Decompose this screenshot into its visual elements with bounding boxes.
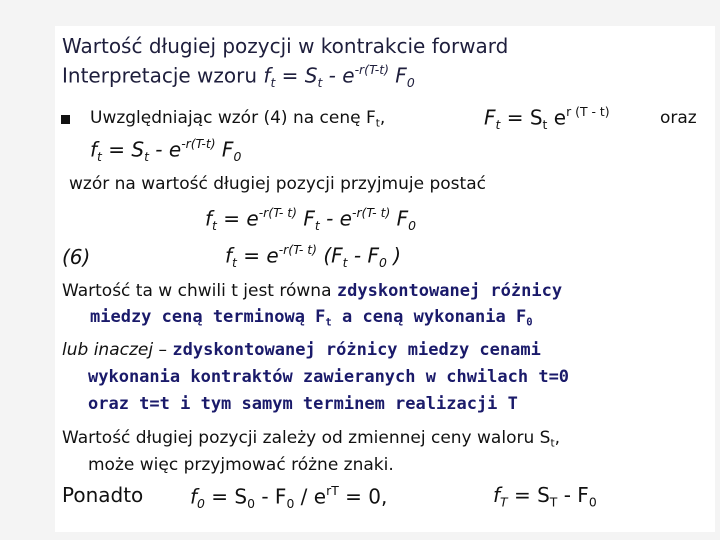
ll-eq1: = S: [204, 484, 248, 509]
title-minus: - e: [322, 63, 355, 88]
fl2-exp: -r(T-t): [181, 136, 216, 151]
para1-bold2b: a ceną wykonania F: [331, 307, 527, 327]
fa-F1: F: [297, 206, 315, 231]
para1-normal: Wartość ta w chwili t jest równa: [62, 281, 337, 301]
title-line-2: [62, 62, 415, 90]
ll-f0: f: [190, 484, 198, 509]
para2-line1: [62, 340, 541, 360]
ll-eq3: = S: [507, 483, 550, 507]
para2-line3: oraz t=t i tym samym terminem realizacji T: [88, 394, 518, 414]
fl2-F: F: [215, 137, 234, 162]
para1-line2: [90, 307, 533, 329]
fl2-F-sub: 0: [233, 149, 242, 164]
bullet1-formula-e: e: [547, 105, 567, 130]
fa-minus: - e: [319, 206, 352, 231]
fa-F1-sub: t: [314, 218, 320, 233]
fb-close: ): [386, 243, 402, 268]
bullet1-oraz: oraz: [660, 108, 697, 128]
fa-F2: F: [390, 206, 409, 231]
fb-open: (F: [317, 243, 343, 268]
bullet1-formula-exp: r (T - t): [566, 104, 610, 119]
bullet1-text: [90, 108, 385, 130]
para3-comma: ,: [554, 428, 560, 448]
formula-line-2: [90, 136, 241, 164]
para3-sub: t: [550, 437, 555, 450]
para3-line2: może więc przyjmować różne znaki.: [88, 455, 394, 475]
fa-exp1: -r(T- t): [258, 205, 297, 220]
title-text: Wartość długiej pozycji w kontrakcie forward: [62, 34, 509, 58]
fb-minus: - F: [347, 243, 379, 268]
fa-f: f: [205, 206, 213, 231]
para1-line1: [62, 281, 562, 301]
para1-bold1: zdyskontowanej różnicy: [336, 281, 563, 301]
fl2-f: f: [90, 137, 98, 162]
title-F: F: [388, 63, 407, 88]
fb-f: f: [225, 243, 233, 268]
para3-text: Wartość długiej pozycji zależy od zmiennej ceny waloru S: [62, 428, 551, 448]
ll-sT-sub: T: [549, 494, 558, 510]
bullet1-formula-eq: = S: [500, 105, 543, 130]
title-line-1: [62, 34, 508, 58]
ll-s-sub: 0: [247, 496, 255, 511]
para1-bold2-sub0: 0: [526, 316, 533, 329]
bullet1-comma: ,: [379, 108, 386, 128]
ll-eq2: = 0,: [338, 484, 388, 509]
ll-F-sub: 0: [588, 494, 597, 510]
formula-a: [205, 205, 416, 233]
last-line-ponadto: Ponadto: [62, 483, 144, 507]
fa-eq: = e: [216, 206, 259, 231]
para2-line2: wykonania kontraktów zawieranych w chwilach t=0: [88, 367, 570, 387]
bullet1-formula-F: F: [484, 105, 496, 130]
fb-eq: = e: [236, 243, 279, 268]
title-f-sub: t: [270, 75, 276, 90]
fl2-minus: - e: [148, 137, 182, 162]
ll-minus: - F: [255, 484, 287, 509]
fb-sub2: 0: [378, 255, 387, 270]
para2-dash: –: [153, 340, 173, 360]
equation-number: (6): [62, 245, 91, 269]
title-F-sub: 0: [406, 75, 415, 90]
title-s-sub: t: [317, 75, 323, 90]
ll-f-sub: 0: [286, 496, 295, 511]
formula-b: [225, 242, 401, 270]
ll-f0-sub: 0: [197, 496, 205, 511]
title-exp: -r(T-t): [354, 62, 389, 77]
para1-bold2-sub: t: [325, 316, 332, 329]
bullet-square-icon: [61, 115, 70, 124]
fl2-f-sub: t: [97, 149, 102, 164]
title-box: [55, 26, 715, 97]
fa-F2-sub: 0: [408, 218, 417, 233]
fb-f-sub: t: [232, 255, 237, 270]
fl2-s-sub: t: [144, 149, 149, 164]
ll-exp: rT: [326, 483, 339, 498]
ll-fT: f: [493, 483, 501, 507]
ll-fT-sub: T: [500, 494, 508, 510]
para2-bold1: zdyskontowanej różnicy miedzy cenami: [172, 340, 541, 360]
title-f: f: [263, 63, 271, 88]
title-eq: = S: [275, 63, 318, 88]
fl2-eq: = S: [101, 137, 145, 162]
title-subtitle: Interpretacje wzoru: [62, 63, 264, 88]
ll-minus2: - F: [557, 483, 589, 507]
bullet1-formula: [484, 104, 610, 132]
bullet1-formula-F-sub: t: [495, 117, 501, 132]
fa-exp2: -r(T- t): [351, 205, 391, 220]
fb-sub1: t: [342, 255, 348, 270]
para1-bold2a: miedzy ceną terminową F: [90, 307, 326, 327]
last-line-formula1: [190, 483, 387, 511]
last-line-formula2: [493, 483, 597, 509]
bullet1-sub: t: [375, 117, 380, 130]
bullet1-formula-S-sub: t: [542, 117, 548, 132]
para2-italic: lub inaczej: [62, 340, 154, 360]
bullet1-label: Uwzględniając wzór (4) na cenę F: [90, 108, 376, 128]
text-wzor: wzór na wartość długiej pozycji przyjmuje postać: [69, 174, 486, 194]
fa-f-sub: t: [212, 218, 217, 233]
para3-line1: [62, 428, 560, 450]
ll-slash: / e: [294, 484, 327, 509]
fb-exp: -r(T- t): [278, 242, 317, 257]
